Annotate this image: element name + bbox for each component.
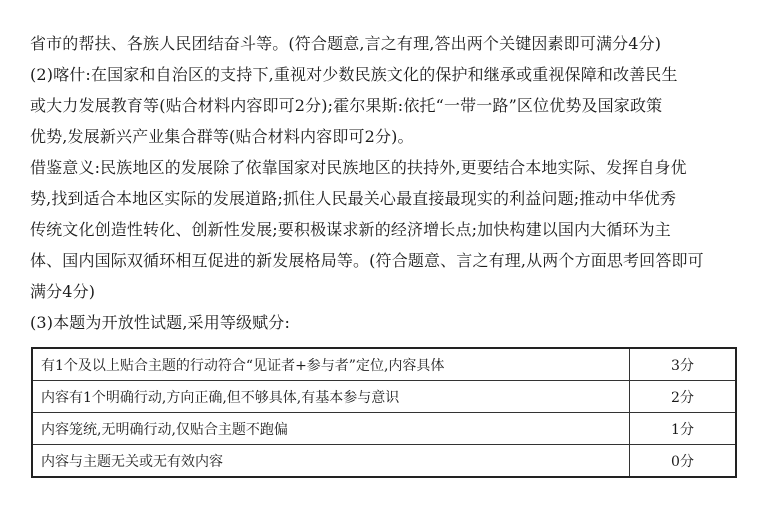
table-row <box>32 381 736 413</box>
table-row <box>32 445 736 478</box>
score-cell: 1分 <box>630 413 737 445</box>
score-cell: 2分 <box>630 381 737 413</box>
criteria-cell: 内容有1个明确行动,方向正确,但不够具体,有基本参与意识 <box>32 381 630 413</box>
text-line: 满分4分) <box>30 282 96 301</box>
table-row <box>32 413 736 445</box>
text-line: 优势,发展新兴产业集合群等(贴合材料内容即可2分)。 <box>30 127 414 146</box>
text-line: (2)喀什:在国家和自治区的支持下,重视对少数民族文化的保护和继承或重视保障和改善民生 <box>30 65 678 84</box>
criteria-cell: 有1个及以上贴合主题的行动符合“见证者+参与者”定位,内容具体 <box>32 348 630 381</box>
criteria-cell: 内容与主题无关或无有效内容 <box>32 445 630 478</box>
text-line: 借鉴意义:民族地区的发展除了依靠国家对民族地区的扶持外,更要结合本地实际、发挥自身优 <box>30 158 687 177</box>
text-line: (3)本题为开放性试题,采用等级赋分: <box>30 313 290 332</box>
text-line: 传统文化创造性转化、创新性发展;要积极谋求新的经济增长点;加快构建以国内大循环为主 <box>30 220 671 239</box>
scoring-table <box>31 347 737 478</box>
table-row <box>32 348 736 381</box>
text-line: 势,找到适合本地区实际的发展道路;抓住人民最关心最直接最现实的利益问题;推动中华优秀 <box>30 189 677 208</box>
text-line: 省市的帮扶、各族人民团结奋斗等。(符合题意,言之有理,答出两个关键因素即可满分4分) <box>30 34 662 53</box>
criteria-cell: 内容笼统,无明确行动,仅贴合主题不跑偏 <box>32 413 630 445</box>
score-cell: 3分 <box>630 348 737 381</box>
text-line: 体、国内国际双循环相互促进的新发展格局等。(符合题意、言之有理,从两个方面思考回答即可 <box>30 251 704 270</box>
text-line: 或大力发展教育等(贴合材料内容即可2分);霍尔果斯:依托“一带一路”区位优势及国家政策 <box>30 96 663 115</box>
score-cell: 0分 <box>630 445 737 478</box>
